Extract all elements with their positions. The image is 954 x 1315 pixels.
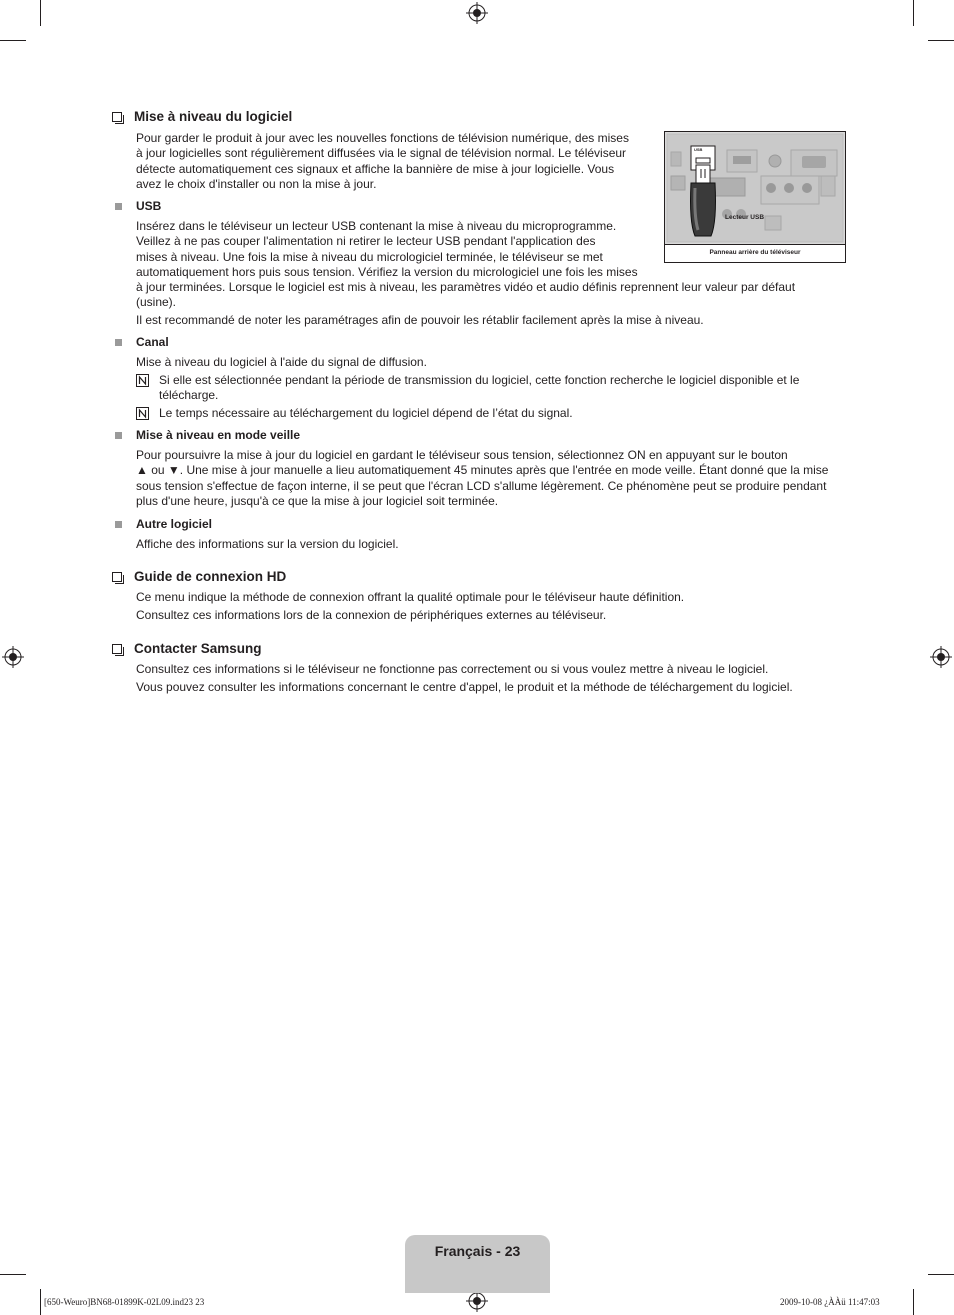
text-line: ▲ ou ▼. Une mise à jour manuelle a lieu automatiquement 45 minutes après que l'entrée en mode veille. Étant donné que la mise	[136, 463, 829, 478]
note-item	[136, 406, 573, 421]
checkbox-bullet-icon	[112, 572, 122, 582]
section-title-guide: Guide de connexion HD	[112, 569, 286, 584]
section-title-mise-a-niveau: Mise à niveau du logiciel	[112, 109, 292, 124]
text-line: (usine).	[136, 295, 177, 310]
subsection-title-veille: Mise à niveau en mode veille	[115, 428, 300, 442]
text-line: Consultez ces informations si le téléviseur ne fonctionne pas correctement ou si vous voulez mettre à niveau le logiciel.	[136, 662, 769, 676]
registration-mark-icon	[2, 646, 24, 668]
text-line: Ce menu indique la méthode de connexion offrant la qualité optimale pour le téléviseur haute définition.	[136, 590, 685, 604]
crop-mark	[913, 0, 914, 26]
page-number: Français - 23	[434, 1243, 521, 1259]
text-line: Pour poursuivre la mise à jour du logiciel en gardant le téléviseur sous tension, sélectionnez ON en appuyant sur le bouton	[136, 448, 788, 462]
text-line: plus d'une heure, jusqu'à ce que la mise à jour logiciel soit terminée.	[136, 493, 499, 508]
note-icon	[136, 407, 149, 420]
crop-mark	[928, 1274, 954, 1275]
page-number-tab	[405, 1235, 550, 1293]
text-line: Insérez dans le téléviseur un lecteur USB contenant la mise à niveau du microprogramme.	[136, 219, 617, 233]
contact-paragraph	[136, 662, 793, 696]
crop-mark	[913, 1289, 914, 1315]
veille-paragraph	[136, 448, 828, 509]
subsection-title-usb: USB	[115, 199, 161, 213]
note-icon	[136, 374, 149, 387]
autre-text: Affiche des informations sur la version du logiciel.	[136, 537, 399, 551]
text-line: à jour terminées. Lorsque le logiciel est mis à niveau, les paramètres vidéo et audio définis reprennent leur valeur par défaut	[136, 280, 796, 295]
crop-mark	[0, 40, 26, 41]
square-bullet-icon	[115, 521, 122, 528]
square-bullet-icon	[115, 339, 122, 346]
crop-mark	[40, 0, 41, 26]
usb-port-label: USB	[694, 147, 703, 152]
usb-drive-label: Lecteur USB	[725, 214, 765, 221]
crop-mark	[928, 40, 954, 41]
subsection-title-autre: Autre logiciel	[115, 517, 212, 531]
subsection-title-canal: Canal	[115, 335, 169, 349]
tv-rear-panel-figure	[664, 131, 846, 263]
text-line: Veillez à ne pas couper l'alimentation ni retirer le lecteur USB pendant l'application des	[136, 234, 596, 249]
registration-mark-icon	[930, 646, 952, 668]
print-slug-left: [650-Weuro]BN68-01899K-02L09.ind23 23	[44, 1297, 205, 1307]
registration-mark-icon	[466, 2, 488, 24]
intro-paragraph	[136, 131, 629, 192]
text-line: Consultez ces informations lors de la connexion de périphériques externes au téléviseur.	[136, 608, 607, 623]
square-bullet-icon	[115, 203, 122, 210]
text-line: automatiquement hors puis sous tension. Vérifiez la version du micrologiciel une fois les mises	[136, 264, 638, 279]
text-line: détecte automatiquement ces signaux et affiche la bannière de mise à jour logicielle. Vous	[136, 161, 615, 176]
text-line: Vous pouvez consulter les informations concernant le centre d'appel, le produit et la méthode de téléchargement du logiciel.	[136, 680, 793, 695]
text-line: à jour logicielles sont régulièrement diffusées via le signal de télévision normal. Le téléviseur	[136, 146, 627, 161]
text-line: sous tension s'effectue de façon interne, il se peut que l'écran LCD s'allume légèrement. Ce phénomène peut se produire pendant	[136, 478, 827, 493]
text-line: Le temps nécessaire au téléchargement du logiciel dépend de l’état du signal.	[159, 406, 573, 420]
registration-mark-icon	[466, 1290, 488, 1312]
checkbox-bullet-icon	[112, 644, 122, 654]
note-item	[136, 373, 799, 404]
crop-mark	[0, 1274, 26, 1275]
figure-caption: Panneau arrière du téléviseur	[665, 244, 845, 263]
text-line: mises à niveau. Une fois la mise à niveau du micrologiciel terminée, le téléviseur se met	[136, 249, 603, 264]
text-line: Si elle est sélectionnée pendant la période de transmission du logiciel, cette fonction recherche le logiciel disponible et le	[159, 373, 800, 387]
checkbox-bullet-icon	[112, 112, 122, 122]
square-bullet-icon	[115, 432, 122, 439]
section-title-contact: Contacter Samsung	[112, 641, 262, 656]
text-line: avez le choix d'installer ou non la mise à jour.	[136, 176, 377, 191]
crop-mark	[40, 1289, 41, 1315]
text-line: Pour garder le produit à jour avec les nouvelles fonctions de télévision numérique, des mises	[136, 131, 629, 145]
text-line: télécharge.	[159, 388, 219, 403]
print-slug-right: 2009-10-08 ¿ÀÀü 11:47:03	[780, 1297, 880, 1307]
usb-tip: Il est recommandé de noter les paramétrages afin de pouvoir les rétablir facilement après la mise à niveau.	[136, 313, 704, 327]
tv-rear-panel-illustration	[665, 132, 845, 244]
guide-paragraph	[136, 590, 684, 624]
canal-text: Mise à niveau du logiciel à l'aide du signal de diffusion.	[136, 355, 427, 369]
